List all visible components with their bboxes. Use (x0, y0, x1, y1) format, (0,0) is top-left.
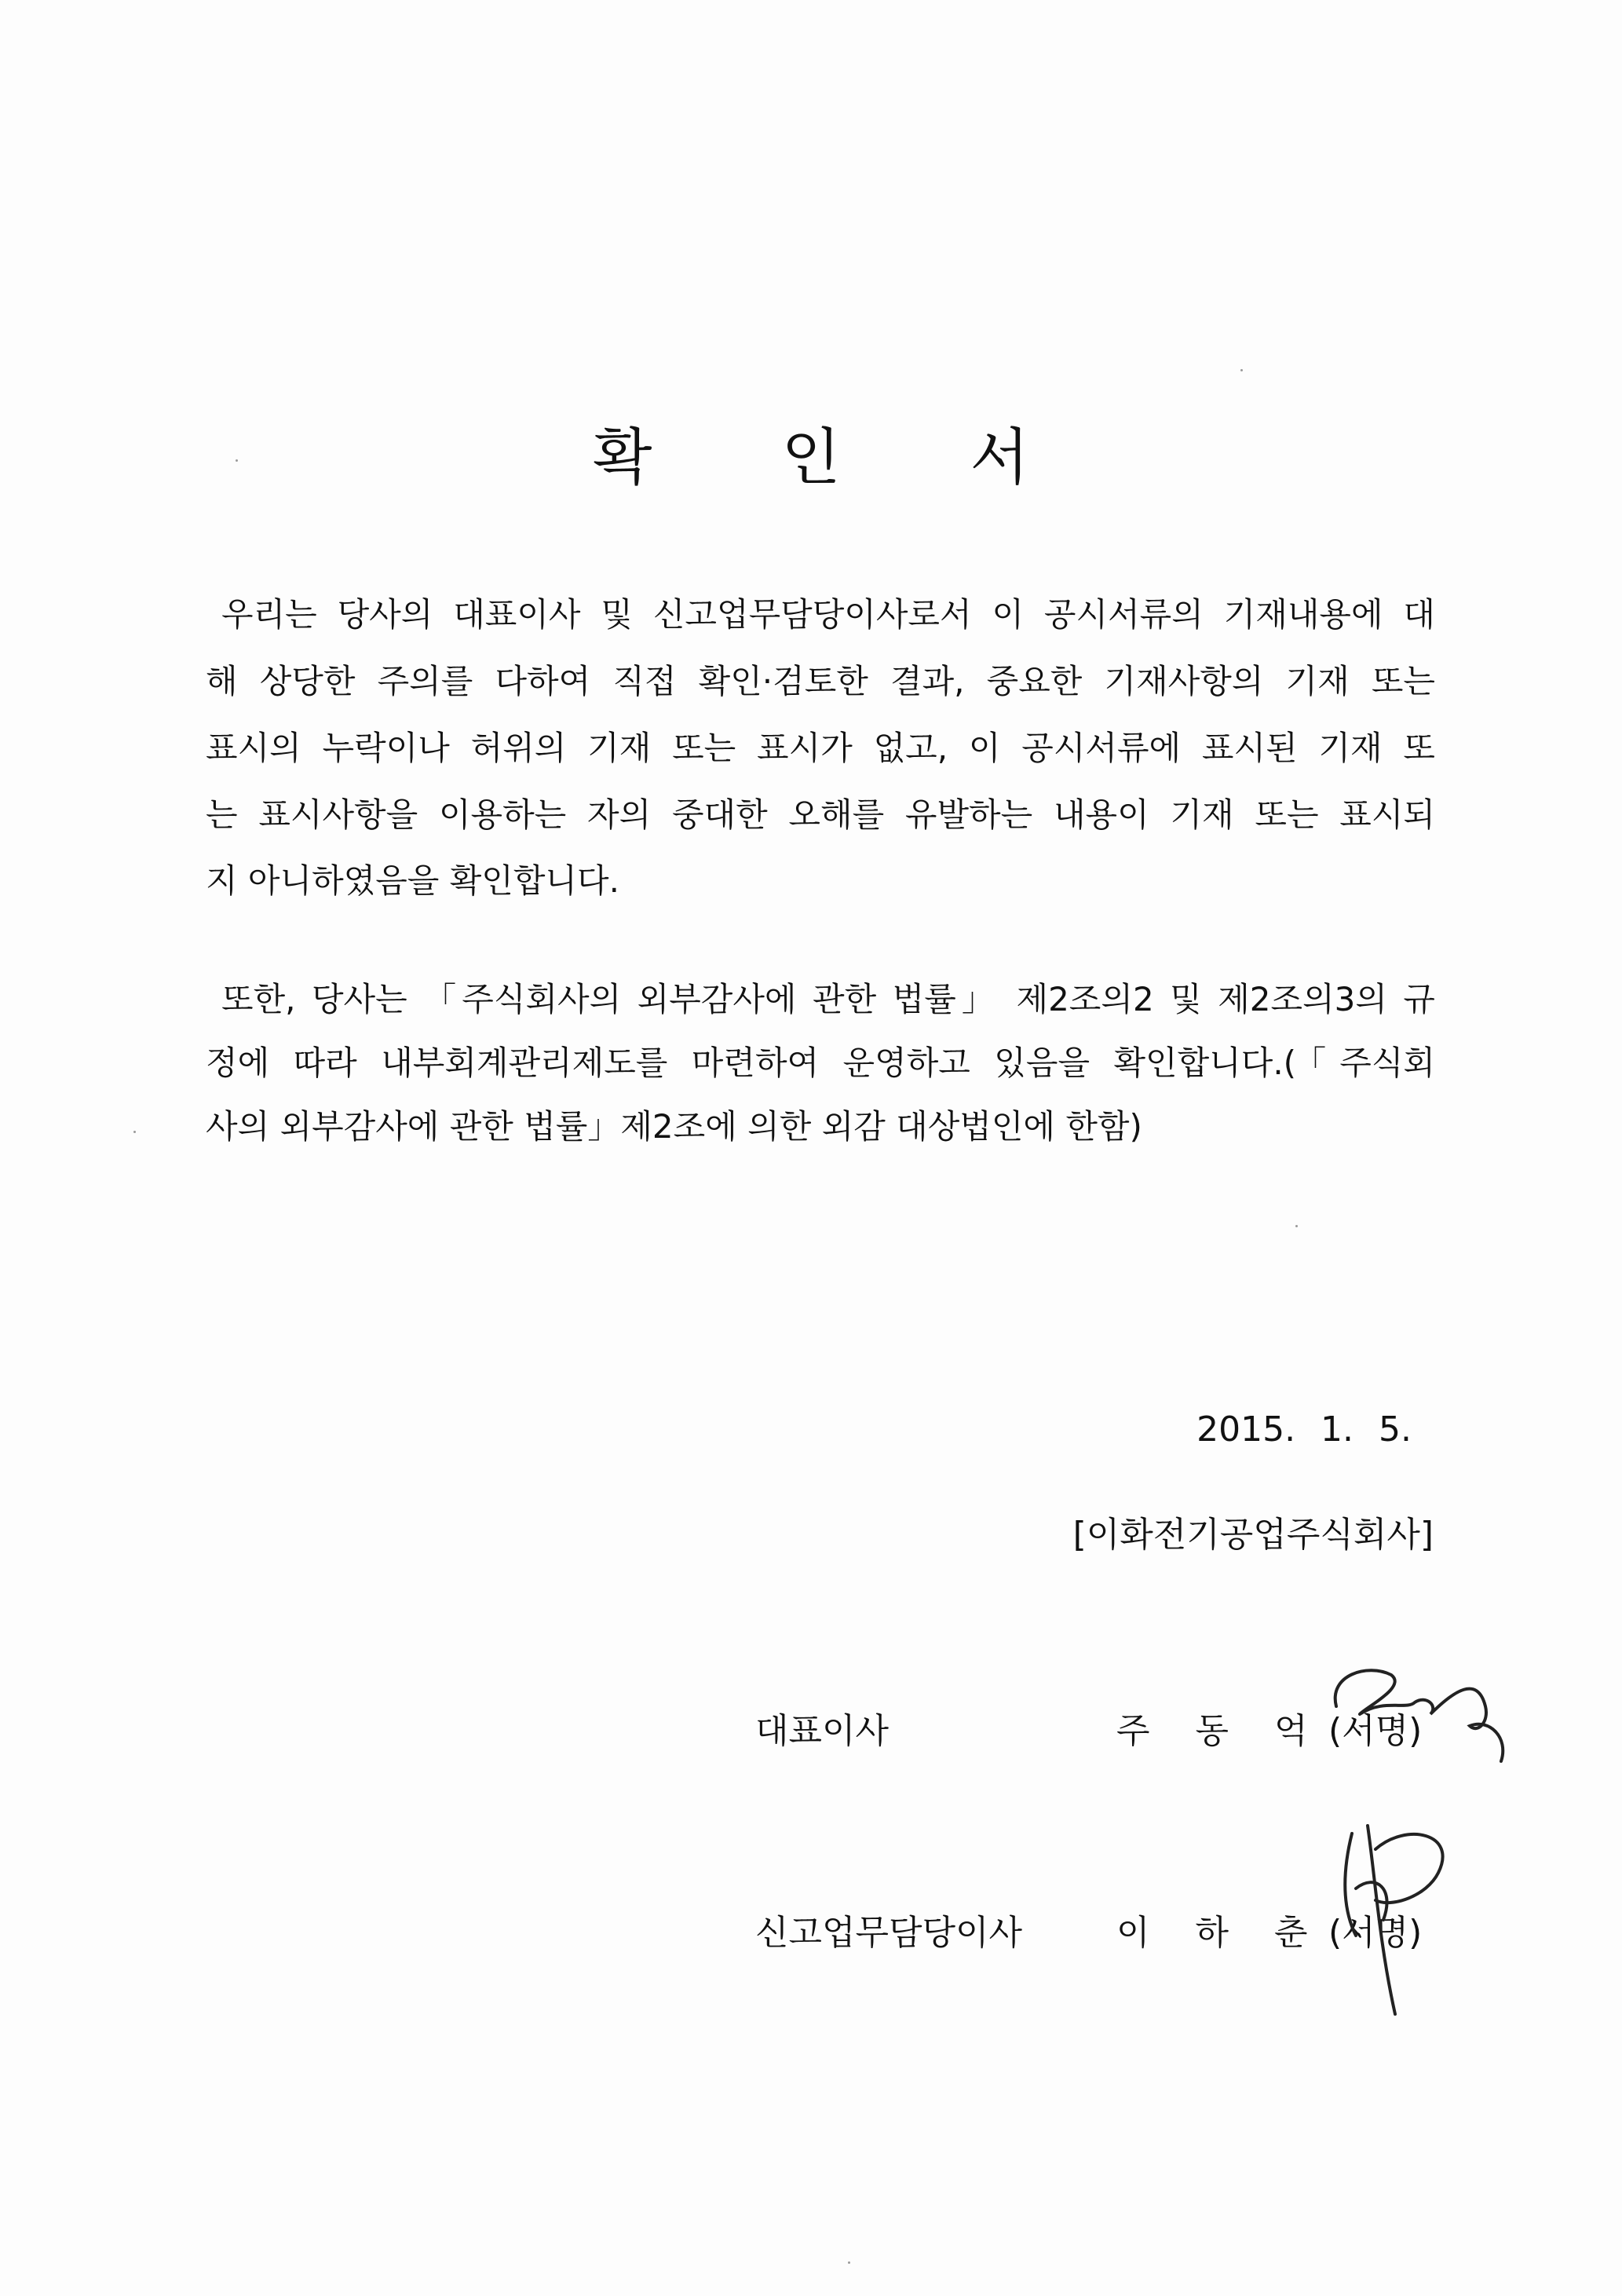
handwritten-signature (1321, 1818, 1478, 2022)
paragraph2-line: 또한, 당사는 「주식회사의 외부감사에 관한 법률」 제2조의2 및 제2조의3의 규 (221, 980, 1435, 1018)
signatory-role: 신고업무담당이사 (755, 1913, 1023, 1953)
paragraph1-line: 해 상당한 주의를 다하여 직접 확인·검토한 결과, 중요한 기재사항의 기재 또는 (206, 662, 1435, 700)
document-date: 2015. 1. 5. (1196, 1409, 1412, 1450)
signatory-name: 이 하 춘 (1116, 1913, 1325, 1953)
paragraph2-line: 정에 따라 내부회계관리제도를 마련하여 운영하고 있음을 확인합니다.(「주식회 (206, 1044, 1435, 1082)
signature-label: (서명) (1328, 1711, 1423, 1751)
scan-speck (1240, 369, 1243, 371)
paragraph1-line: 지 아니하였음을 확인합니다. (206, 861, 619, 900)
signatory-role: 대표이사 (755, 1711, 890, 1751)
paragraph1-line: 는 표시사항을 이용하는 자의 중대한 오해를 유발하는 내용이 기재 또는 표시되 (206, 795, 1435, 834)
document-title: 확 인 서 (593, 422, 1084, 493)
scan-speck (133, 1131, 136, 1133)
signature-label: (서명) (1328, 1913, 1423, 1953)
scan-speck (236, 459, 238, 462)
signatory-name: 주 동 억 (1116, 1711, 1325, 1751)
paragraph1-line: 우리는 당사의 대표이사 및 신고업무담당이사로서 이 공시서류의 기재내용에 대 (221, 595, 1435, 634)
scan-speck (1295, 1225, 1298, 1227)
paragraph2-line: 사의 외부감사에 관한 법률」제2조에 의한 외감 대상법인에 한함) (206, 1107, 1142, 1146)
paragraph1-line: 표시의 누락이나 허위의 기재 또는 표시가 없고, 이 공시서류에 표시된 기재 또 (206, 729, 1435, 767)
company-name: [이화전기공업주식회사] (1072, 1515, 1434, 1555)
handwritten-signature (1321, 1659, 1525, 1777)
scan-speck (848, 2261, 850, 2264)
